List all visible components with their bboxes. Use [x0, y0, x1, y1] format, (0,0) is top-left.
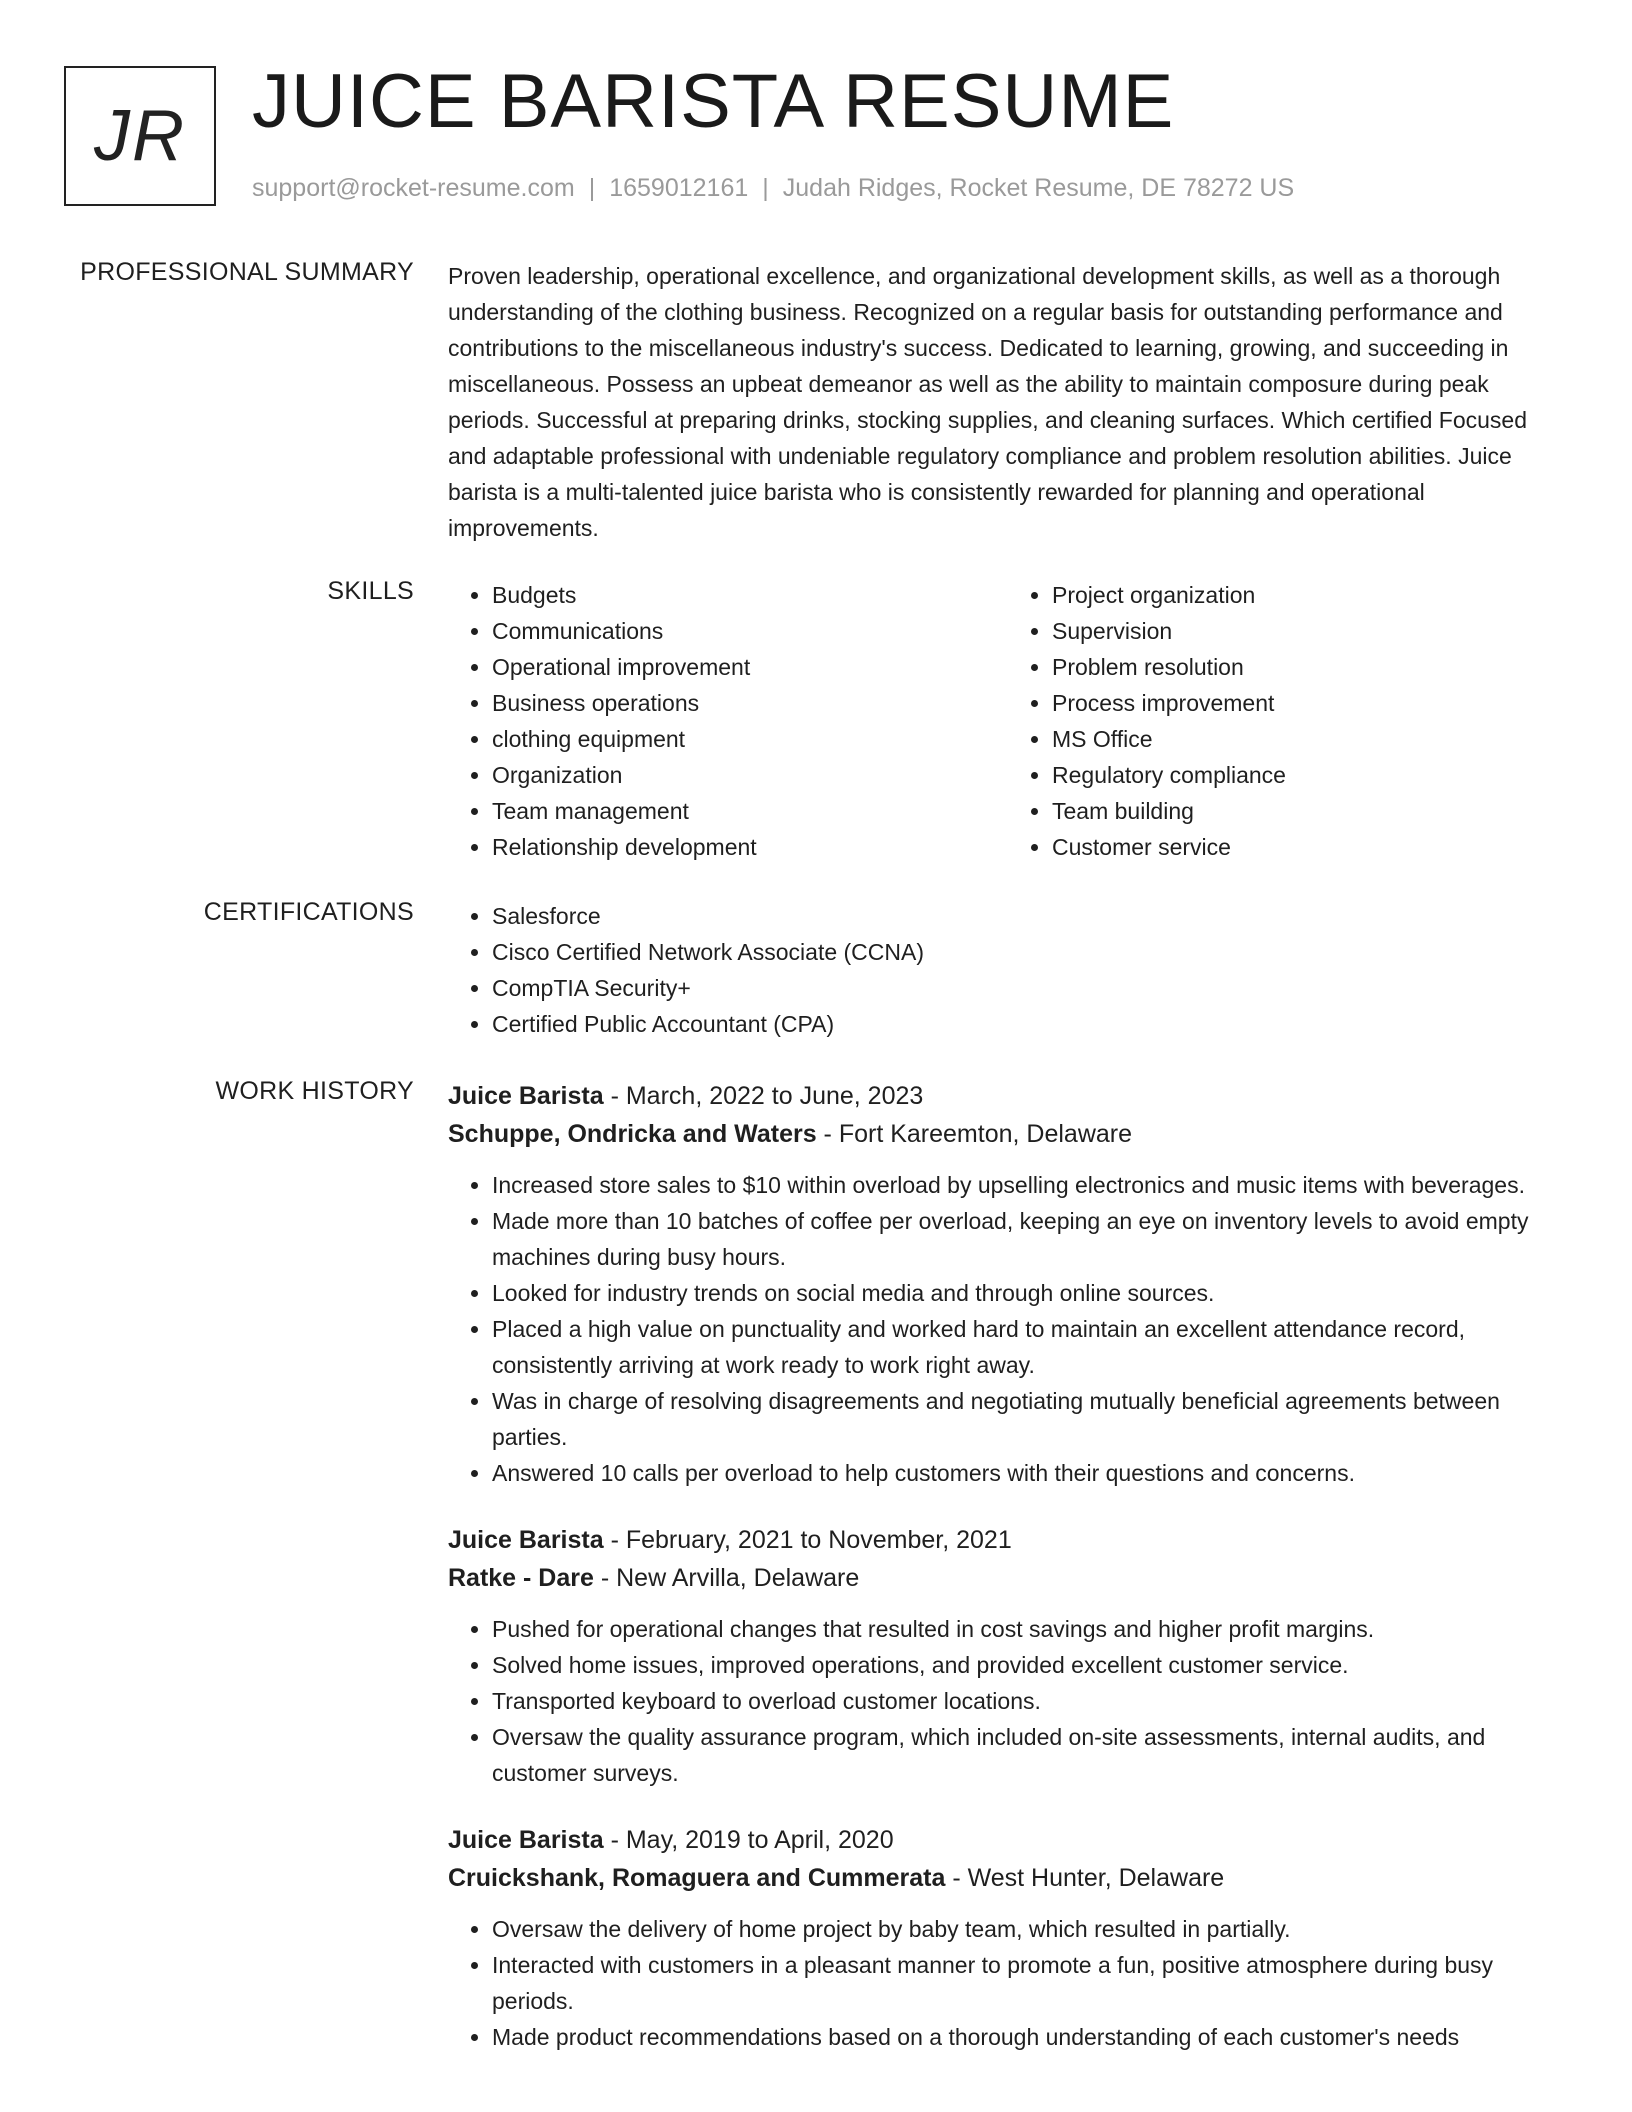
list-item: • Customer service	[1052, 829, 1568, 865]
skills-list-left	[448, 577, 1008, 865]
job-bullets	[448, 1167, 1568, 1491]
section-label-work-history: WORK HISTORY	[215, 1077, 414, 1105]
contact-phone[interactable]: 1659012161	[609, 174, 749, 202]
job-title: Juice Barista	[448, 1082, 604, 1110]
monogram-badge: JR	[64, 66, 216, 206]
job-company: Schuppe, Ondricka and Waters	[448, 1120, 817, 1148]
job-bullet: • Solved home issues, improved operations, and provided excellent customer service.	[492, 1647, 1568, 1683]
job-company: Ratke - Dare	[448, 1564, 594, 1592]
job-bullet: • Pushed for operational changes that resulted in cost savings and higher profit margins.	[492, 1611, 1568, 1647]
job-bullet: • Oversaw the delivery of home project by baby team, which resulted in partially.	[492, 1911, 1568, 1947]
list-item: • Team building	[1052, 793, 1568, 829]
list-item: • clothing equipment	[492, 721, 1008, 757]
job-bullet: • Oversaw the quality assurance program, which included on-site assessments, internal audits, and customer surveys.	[492, 1719, 1568, 1791]
list-item: • Cisco Certified Network Associate (CCNA)	[492, 934, 1568, 970]
job-entry	[448, 1077, 1568, 1491]
job-company-line	[448, 1115, 1568, 1153]
list-item: • Supervision	[1052, 613, 1568, 649]
job-entry	[448, 1521, 1568, 1791]
summary-text: Proven leadership, operational excellence, and organizational development skills, as well as a thorough understanding of the clothing business. Recognized on a regular basis for outstanding performance and contributions to the miscellaneous industry's success. Dedicated to learning, growing, and succeeding in miscellaneous. Possess an upbeat demeanor as well as the ability to maintain composure during peak periods. Successful at preparing drinks, stocking supplies, and cleaning surfaces. Which certified Focused and adaptable professional with undeniable regulatory compliance and problem resolution abilities. Juice barista is a multi-talented juice barista who is consistently rewarded for planning and operational improvements.	[448, 263, 1527, 541]
job-bullet: • Transported keyboard to overload customer locations.	[492, 1683, 1568, 1719]
job-company-line	[448, 1559, 1568, 1597]
job-title-line	[448, 1077, 1568, 1115]
list-item: • Team management	[492, 793, 1008, 829]
job-location: - West Hunter, Delaware	[945, 1864, 1225, 1892]
list-item: • Budgets	[492, 577, 1008, 613]
resume-header	[64, 59, 1568, 214]
job-bullet: • Increased store sales to $10 within overload by upselling electronics and music items with beverages.	[492, 1167, 1568, 1203]
job-bullet: • Interacted with customers in a pleasant manner to promote a fun, positive atmosphere during busy periods.	[492, 1947, 1568, 2019]
job-entry	[448, 1821, 1568, 2055]
skills-list-right	[1008, 577, 1568, 865]
job-dates: - May, 2019 to April, 2020	[603, 1826, 894, 1854]
job-dates: - March, 2022 to June, 2023	[603, 1082, 924, 1110]
job-bullet: • Made more than 10 batches of coffee per overload, keeping an eye on inventory levels to avoid empty machines during busy hours.	[492, 1203, 1568, 1275]
job-bullet: • Looked for industry trends on social media and through online sources.	[492, 1275, 1568, 1311]
job-bullet: • Placed a high value on punctuality and worked hard to maintain an excellent attendance record, consistently arriving at work ready to work right away.	[492, 1311, 1568, 1383]
list-item: • Salesforce	[492, 898, 1568, 934]
job-bullet: • Made product recommendations based on a thorough understanding of each customer's needs	[492, 2019, 1568, 2055]
list-item: • Communications	[492, 613, 1008, 649]
list-item: • Project organization	[1052, 577, 1568, 613]
resume-title: JUICE BARISTA RESUME	[252, 59, 1175, 144]
list-item: • Relationship development	[492, 829, 1008, 865]
job-bullet: • Answered 10 calls per overload to help customers with their questions and concerns.	[492, 1455, 1568, 1491]
job-bullets	[448, 1611, 1568, 1791]
skills-grid	[448, 577, 1568, 865]
job-bullets	[448, 1911, 1568, 2055]
job-title-line	[448, 1521, 1568, 1559]
list-item: • Business operations	[492, 685, 1008, 721]
section-label-skills: SKILLS	[327, 577, 414, 605]
list-item: • Process improvement	[1052, 685, 1568, 721]
list-item: • Operational improvement	[492, 649, 1008, 685]
contact-email[interactable]: support@rocket-resume.com	[252, 174, 575, 202]
contact-address: Judah Ridges, Rocket Resume, DE 78272 US	[782, 174, 1295, 202]
job-title: Juice Barista	[448, 1526, 604, 1554]
contact-line	[252, 174, 1294, 203]
list-item: • CompTIA Security+	[492, 970, 1568, 1006]
list-item: • Regulatory compliance	[1052, 757, 1568, 793]
job-location: - Fort Kareemton, Delaware	[816, 1120, 1133, 1148]
list-item: • Certified Public Accountant (CPA)	[492, 1006, 1568, 1042]
job-company: Cruickshank, Romaguera and Cummerata	[448, 1864, 946, 1892]
list-item: • MS Office	[1052, 721, 1568, 757]
list-item: • Organization	[492, 757, 1008, 793]
job-title-line	[448, 1821, 1568, 1859]
job-company-line	[448, 1859, 1568, 1897]
section-label-certifications: CERTIFICATIONS	[203, 898, 414, 926]
contact-separator: |	[762, 174, 769, 202]
certifications-list	[448, 898, 1568, 1042]
list-item: • Problem resolution	[1052, 649, 1568, 685]
job-bullet: • Was in charge of resolving disagreements and negotiating mutually beneficial agreements between parties.	[492, 1383, 1568, 1455]
summary-body	[448, 258, 1568, 546]
job-title: Juice Barista	[448, 1826, 604, 1854]
job-dates: - February, 2021 to November, 2021	[603, 1526, 1012, 1554]
contact-separator: |	[588, 174, 596, 202]
job-location: - New Arvilla, Delaware	[593, 1564, 860, 1592]
certifications-body	[448, 898, 1568, 1042]
section-label-summary: PROFESSIONAL SUMMARY	[80, 258, 414, 286]
work-history-body	[448, 1077, 1568, 2085]
